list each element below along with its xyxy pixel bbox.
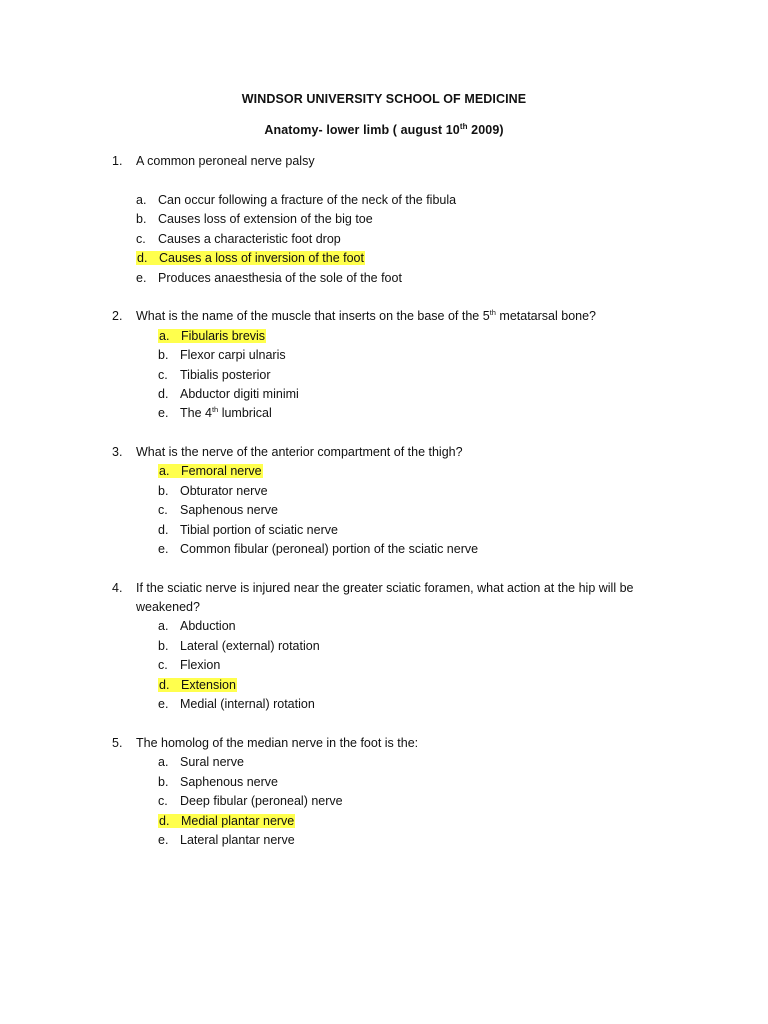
question-text: What is the nerve of the anterior compartment of the thigh? [136,445,463,459]
option-3a[interactable] [158,462,263,482]
option-text [180,406,272,420]
highlighted-answer [158,814,295,828]
option-text: Extension [181,678,236,692]
option-text: Flexion [180,658,221,672]
option-letter: d. [137,251,148,265]
option-4d[interactable] [158,676,237,696]
option-letter: c. [158,368,168,382]
option-letter: a. [158,755,169,769]
option-letter: d. [158,523,169,537]
question-text: A common peroneal nerve palsy [136,154,315,168]
option-2d[interactable] [158,385,299,405]
option-letter: c. [158,658,168,672]
option-text-prefix: The 4 [180,406,212,420]
option-2b[interactable] [158,346,286,366]
option-letter: d. [158,387,169,401]
option-letter: c. [158,503,168,517]
option-text: Medial plantar nerve [181,814,295,828]
option-letter: a. [159,329,170,343]
option-letter: d. [159,678,170,692]
highlighted-answer [158,464,263,478]
question-number: 5. [112,736,123,750]
option-text: Saphenous nerve [180,775,278,789]
option-letter: e. [158,542,169,556]
option-letter: b. [158,639,169,653]
question-text-prefix: What is the name of the muscle that inserts on the base of the 5 [136,309,490,323]
option-text: Saphenous nerve [180,503,278,517]
school-title: WINDSOR UNIVERSITY SCHOOL OF MEDICINE [241,92,527,106]
option-3b[interactable] [158,482,268,502]
option-2a[interactable] [158,327,266,347]
option-text: Tibialis posterior [180,368,271,382]
option-5c[interactable] [158,792,343,812]
option-4e[interactable] [158,695,315,715]
option-3c[interactable] [158,501,278,521]
option-letter: e. [158,697,169,711]
option-text: Fibularis brevis [181,329,266,343]
question-text-line2: weakened? [136,600,200,614]
option-5d[interactable] [158,812,295,832]
subtitle-sup: th [459,121,468,131]
option-3d[interactable] [158,521,338,541]
question-number: 3. [112,445,123,459]
option-text: Common fibular (peroneal) portion of the sciatic nerve [180,542,479,556]
option-letter: b. [158,348,169,362]
option-1e[interactable] [136,269,402,289]
option-text: Flexor carpi ulnaris [180,348,286,362]
highlighted-answer [158,678,237,692]
option-text-suffix: lumbrical [218,406,272,420]
option-letter: b. [136,212,147,226]
highlighted-answer [136,251,365,265]
option-text: Abductor digiti minimi [180,387,299,401]
option-text: Sural nerve [180,755,244,769]
option-text: Produces anaesthesia of the sole of the foot [158,271,402,285]
option-letter: a. [158,619,169,633]
option-text: Causes a loss of inversion of the foot [159,251,364,265]
option-text: Can occur following a fracture of the neck of the fibula [158,193,457,207]
option-letter: e. [158,833,169,847]
option-4b[interactable] [158,637,320,657]
option-4c[interactable] [158,656,220,676]
option-letter: b. [158,775,169,789]
option-2e[interactable] [158,404,272,424]
option-letter: c. [136,232,146,246]
option-letter: b. [158,484,169,498]
option-5b[interactable] [158,773,278,793]
subtitle-suffix: 2009) [467,123,504,137]
question-text: The homolog of the median nerve in the foot is the: [136,736,419,750]
question-text [136,307,656,327]
highlighted-answer [158,329,266,343]
option-3e[interactable] [158,540,478,560]
option-1d[interactable] [136,249,365,269]
question-number: 4. [112,581,123,595]
option-letter: d. [159,814,170,828]
option-5a[interactable] [158,753,244,773]
option-text: Medial (internal) rotation [180,697,315,711]
question-text-line1: If the sciatic nerve is injured near the greater sciatic foramen, what action at the hip will be [136,581,634,595]
option-1a[interactable] [136,191,456,211]
question-number: 1. [112,154,123,168]
option-text: Causes a characteristic foot drop [158,232,341,246]
subtitle-prefix: Anatomy- lower limb ( august 10 [264,123,460,137]
option-text: Femoral nerve [181,464,262,478]
option-5e[interactable] [158,831,295,851]
option-4a[interactable] [158,617,236,637]
exam-subtitle [0,123,768,137]
option-2c[interactable] [158,366,271,386]
option-letter: a. [136,193,147,207]
option-text-sup: th [211,404,219,414]
option-letter: c. [158,794,168,808]
option-text: Causes loss of extension of the big toe [158,212,373,226]
option-letter: a. [159,464,170,478]
option-1c[interactable] [136,230,341,250]
option-letter: e. [136,271,147,285]
option-letter: e. [158,406,169,420]
option-text: Lateral plantar nerve [180,833,295,847]
question-text-suffix: metatarsal bone? [495,309,596,323]
option-1b[interactable] [136,210,373,230]
option-text: Deep fibular (peroneal) nerve [180,794,343,808]
option-text: Lateral (external) rotation [180,639,320,653]
option-text: Tibial portion of sciatic nerve [180,523,338,537]
option-text: Obturator nerve [180,484,268,498]
question-text-sup: th [489,307,496,317]
option-text: Abduction [180,619,236,633]
question-number: 2. [112,309,123,323]
